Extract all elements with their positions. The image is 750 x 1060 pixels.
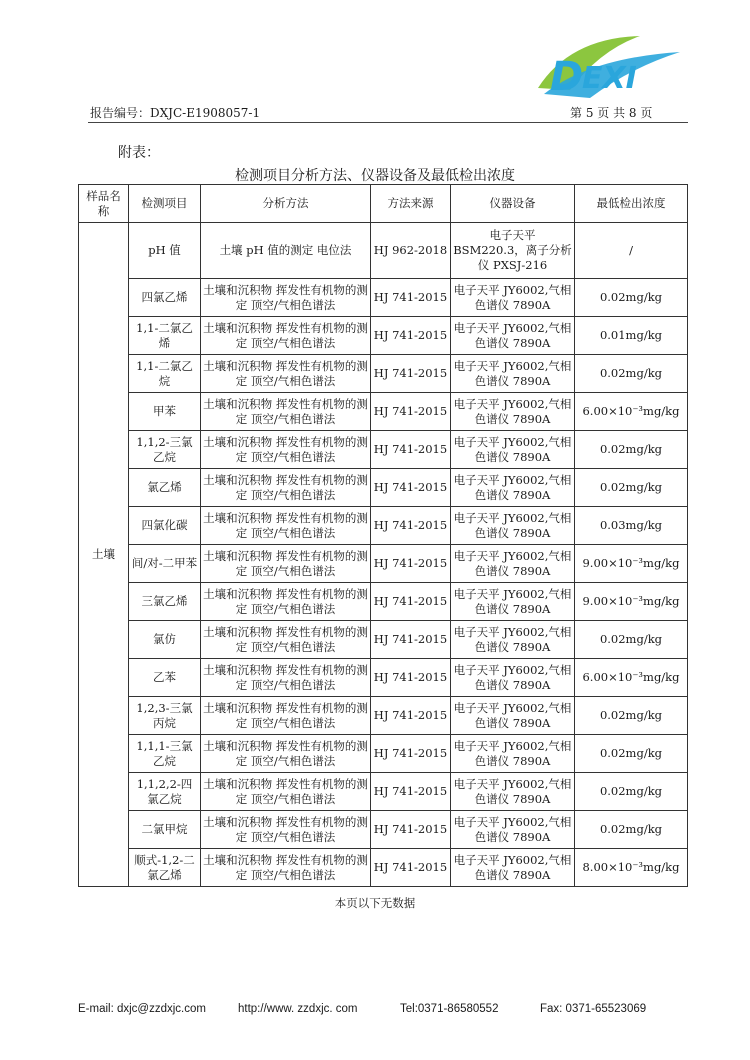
method-cell: 土壤和沉积物 挥发性有机物的测定 顶空/气相色谱法 bbox=[201, 469, 371, 507]
table-row bbox=[79, 431, 688, 469]
equipment-cell: 电子天平 JY6002,气相色谱仪 7890A bbox=[451, 469, 575, 507]
equipment-cell: 电子天平 JY6002,气相色谱仪 7890A bbox=[451, 697, 575, 735]
column-header: 方法来源 bbox=[371, 185, 451, 223]
detection-limit-cell: 0.02mg/kg bbox=[575, 621, 688, 659]
source-cell: HJ 741-2015 bbox=[371, 507, 451, 545]
report-number: 报告编号：DXJC-E1908057-1 bbox=[90, 106, 261, 120]
test-item-cell: 1,1,2-三氯乙烷 bbox=[129, 431, 201, 469]
method-cell: 土壤和沉积物 挥发性有机物的测定 顶空/气相色谱法 bbox=[201, 393, 371, 431]
methods-table bbox=[78, 184, 688, 887]
detection-limit-cell: 9.00×10⁻³mg/kg bbox=[575, 583, 688, 621]
equipment-cell: 电子天平 JY6002,气相色谱仪 7890A bbox=[451, 849, 575, 887]
source-cell: HJ 741-2015 bbox=[371, 659, 451, 697]
table-row bbox=[79, 223, 688, 279]
detection-limit-cell: 9.00×10⁻³mg/kg bbox=[575, 545, 688, 583]
method-cell: 土壤和沉积物 挥发性有机物的测定 顶空/气相色谱法 bbox=[201, 621, 371, 659]
equipment-cell: 电子天平 JY6002,气相色谱仪 7890A bbox=[451, 355, 575, 393]
table-row bbox=[79, 735, 688, 773]
column-header: 样品名称 bbox=[79, 185, 129, 223]
detection-limit-cell: 0.02mg/kg bbox=[575, 773, 688, 811]
test-item-cell: 氯仿 bbox=[129, 621, 201, 659]
method-cell: 土壤 pH 值的测定 电位法 bbox=[201, 223, 371, 279]
table-row bbox=[79, 621, 688, 659]
method-cell: 土壤和沉积物 挥发性有机物的测定 顶空/气相色谱法 bbox=[201, 583, 371, 621]
method-cell: 土壤和沉积物 挥发性有机物的测定 顶空/气相色谱法 bbox=[201, 849, 371, 887]
table-row bbox=[79, 659, 688, 697]
test-item-cell: 间/对-二甲苯 bbox=[129, 545, 201, 583]
table-row bbox=[79, 773, 688, 811]
source-cell: HJ 741-2015 bbox=[371, 735, 451, 773]
source-cell: HJ 741-2015 bbox=[371, 279, 451, 317]
header-divider bbox=[88, 122, 688, 123]
source-cell: HJ 741-2015 bbox=[371, 355, 451, 393]
test-item-cell: 1,1-二氯乙烷 bbox=[129, 355, 201, 393]
test-item-cell: 四氯乙烯 bbox=[129, 279, 201, 317]
table-row bbox=[79, 393, 688, 431]
source-cell: HJ 741-2015 bbox=[371, 697, 451, 735]
source-cell: HJ 962-2018 bbox=[371, 223, 451, 279]
table-row bbox=[79, 583, 688, 621]
source-cell: HJ 741-2015 bbox=[371, 621, 451, 659]
method-cell: 土壤和沉积物 挥发性有机物的测定 顶空/气相色谱法 bbox=[201, 279, 371, 317]
method-cell: 土壤和沉积物 挥发性有机物的测定 顶空/气相色谱法 bbox=[201, 697, 371, 735]
table-row bbox=[79, 697, 688, 735]
column-header: 最低检出浓度 bbox=[575, 185, 688, 223]
no-data-note: 本页以下无数据 bbox=[334, 896, 416, 910]
appendix-label: 附表： bbox=[118, 145, 160, 161]
test-item-cell: 三氯乙烯 bbox=[129, 583, 201, 621]
method-cell: 土壤和沉积物 挥发性有机物的测定 顶空/气相色谱法 bbox=[201, 317, 371, 355]
method-cell: 土壤和沉积物 挥发性有机物的测定 顶空/气相色谱法 bbox=[201, 545, 371, 583]
test-item-cell: 1,1,2,2-四氯乙烷 bbox=[129, 773, 201, 811]
equipment-cell: 电子天平 JY6002,气相色谱仪 7890A bbox=[451, 431, 575, 469]
detection-limit-cell: 0.03mg/kg bbox=[575, 507, 688, 545]
equipment-cell: 电子天平 JY6002,气相色谱仪 7890A bbox=[451, 393, 575, 431]
detection-limit-cell: / bbox=[575, 223, 688, 279]
test-item-cell: 1,1-二氯乙烯 bbox=[129, 317, 201, 355]
equipment-cell: 电子天平 JY6002,气相色谱仪 7890A bbox=[451, 659, 575, 697]
footer-website: http://www. zzdxjc. com bbox=[238, 1003, 358, 1015]
method-cell: 土壤和沉积物 挥发性有机物的测定 顶空/气相色谱法 bbox=[201, 507, 371, 545]
table-row bbox=[79, 849, 688, 887]
method-cell: 土壤和沉积物 挥发性有机物的测定 顶空/气相色谱法 bbox=[201, 355, 371, 393]
method-cell: 土壤和沉积物 挥发性有机物的测定 顶空/气相色谱法 bbox=[201, 659, 371, 697]
source-cell: HJ 741-2015 bbox=[371, 469, 451, 507]
table-header-row bbox=[79, 185, 688, 223]
table-row bbox=[79, 317, 688, 355]
footer-fax: Fax: 0371-65523069 bbox=[540, 1003, 647, 1015]
detection-limit-cell: 0.02mg/kg bbox=[575, 735, 688, 773]
detection-limit-cell: 0.02mg/kg bbox=[575, 431, 688, 469]
footer-email: E-mail: dxjc@zzdxjc.com bbox=[78, 1003, 206, 1015]
equipment-cell: 电子天平 JY6002,气相色谱仪 7890A bbox=[451, 507, 575, 545]
equipment-cell: 电子天平 JY6002,气相色谱仪 7890A bbox=[451, 583, 575, 621]
equipment-cell: 电子天平 JY6002,气相色谱仪 7890A bbox=[451, 545, 575, 583]
sample-name-cell: 土壤 bbox=[79, 223, 129, 887]
footer-tel: Tel:0371-86580552 bbox=[400, 1003, 499, 1015]
equipment-cell: 电子天平 JY6002,气相色谱仪 7890A bbox=[451, 811, 575, 849]
source-cell: HJ 741-2015 bbox=[371, 849, 451, 887]
method-cell: 土壤和沉积物 挥发性有机物的测定 顶空/气相色谱法 bbox=[201, 773, 371, 811]
test-item-cell: 甲苯 bbox=[129, 393, 201, 431]
detection-limit-cell: 0.02mg/kg bbox=[575, 355, 688, 393]
source-cell: HJ 741-2015 bbox=[371, 393, 451, 431]
source-cell: HJ 741-2015 bbox=[371, 545, 451, 583]
test-item-cell: 二氯甲烷 bbox=[129, 811, 201, 849]
test-item-cell: 乙苯 bbox=[129, 659, 201, 697]
detection-limit-cell: 0.02mg/kg bbox=[575, 469, 688, 507]
source-cell: HJ 741-2015 bbox=[371, 583, 451, 621]
column-header: 仪器设备 bbox=[451, 185, 575, 223]
source-cell: HJ 741-2015 bbox=[371, 431, 451, 469]
page-number: 第 5 页 共 8 页 bbox=[570, 106, 653, 120]
detection-limit-cell: 0.02mg/kg bbox=[575, 279, 688, 317]
test-item-cell: 顺式-1,2-二氯乙烯 bbox=[129, 849, 201, 887]
test-item-cell: 氯乙烯 bbox=[129, 469, 201, 507]
column-header: 检测项目 bbox=[129, 185, 201, 223]
svg-text:D: D bbox=[550, 54, 584, 100]
table-row bbox=[79, 811, 688, 849]
detection-limit-cell: 8.00×10⁻³mg/kg bbox=[575, 849, 688, 887]
equipment-cell: 电子天平 JY6002,气相色谱仪 7890A bbox=[451, 735, 575, 773]
test-item-cell: 1,1,1-三氯乙烷 bbox=[129, 735, 201, 773]
equipment-cell: 电子天平 JY6002,气相色谱仪 7890A bbox=[451, 279, 575, 317]
detection-limit-cell: 6.00×10⁻³mg/kg bbox=[575, 393, 688, 431]
table-title: 检测项目分析方法、仪器设备及最低检出浓度 bbox=[235, 168, 515, 184]
column-header: 分析方法 bbox=[201, 185, 371, 223]
equipment-cell: 电子天平 JY6002,气相色谱仪 7890A bbox=[451, 317, 575, 355]
detection-limit-cell: 0.02mg/kg bbox=[575, 697, 688, 735]
equipment-cell: 电子天平 BSM220.3，离子分析仪 PXSJ-216 bbox=[451, 223, 575, 279]
source-cell: HJ 741-2015 bbox=[371, 773, 451, 811]
test-item-cell: pH 值 bbox=[129, 223, 201, 279]
detection-limit-cell: 6.00×10⁻³mg/kg bbox=[575, 659, 688, 697]
source-cell: HJ 741-2015 bbox=[371, 317, 451, 355]
detection-limit-cell: 0.02mg/kg bbox=[575, 811, 688, 849]
table-row bbox=[79, 507, 688, 545]
dexi-logo bbox=[530, 28, 690, 108]
detection-limit-cell: 0.01mg/kg bbox=[575, 317, 688, 355]
test-item-cell: 四氯化碳 bbox=[129, 507, 201, 545]
source-cell: HJ 741-2015 bbox=[371, 811, 451, 849]
table-row bbox=[79, 355, 688, 393]
svg-text:EXI: EXI bbox=[582, 61, 637, 96]
table-row bbox=[79, 545, 688, 583]
table-row bbox=[79, 469, 688, 507]
equipment-cell: 电子天平 JY6002,气相色谱仪 7890A bbox=[451, 621, 575, 659]
test-item-cell: 1,2,3-三氯丙烷 bbox=[129, 697, 201, 735]
method-cell: 土壤和沉积物 挥发性有机物的测定 顶空/气相色谱法 bbox=[201, 735, 371, 773]
table-row bbox=[79, 279, 688, 317]
equipment-cell: 电子天平 JY6002,气相色谱仪 7890A bbox=[451, 773, 575, 811]
method-cell: 土壤和沉积物 挥发性有机物的测定 顶空/气相色谱法 bbox=[201, 431, 371, 469]
method-cell: 土壤和沉积物 挥发性有机物的测定 顶空/气相色谱法 bbox=[201, 811, 371, 849]
